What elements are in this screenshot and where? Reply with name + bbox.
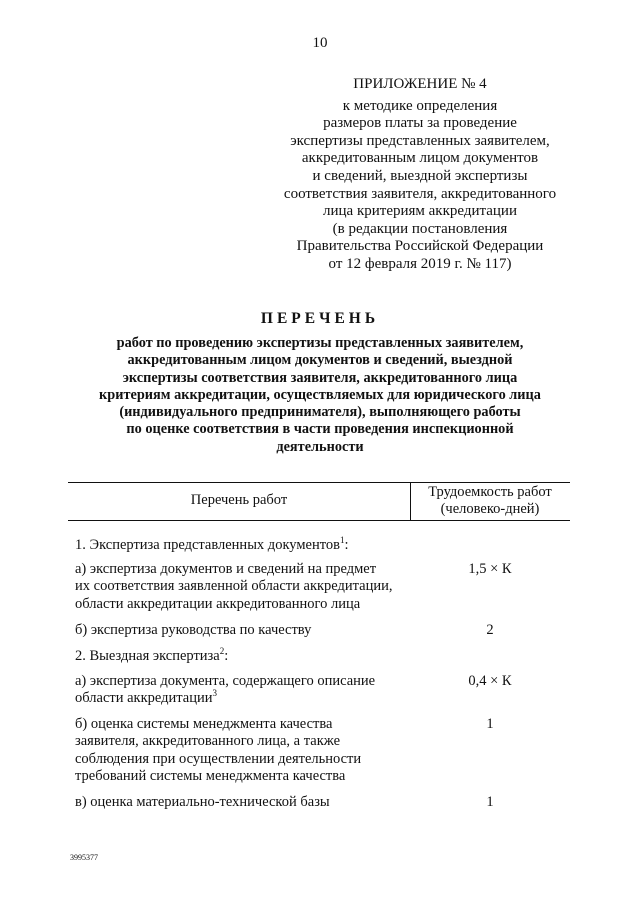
document-code: 3995377 [70,853,98,862]
appendix-line: к методике определения [342,97,498,114]
row-2b-value: 1 [486,716,494,732]
table-row-1a [75,561,410,613]
section-1-text: 1. Экспертиза представленных документов [75,537,340,553]
row-1b-value: 2 [486,622,494,638]
appendix-line: и сведений, выездной экспертизы [312,167,528,184]
list-subtitle [80,335,560,456]
row-line: требований системы менеджмента качества [75,767,346,784]
row-line: а) экспертиза документов и сведений на предмет [75,561,377,577]
row-line: их соответствия заявленной области аккредитации, [75,578,393,595]
section-2-text: 2. Выездная экспертиза [75,648,220,664]
row-line: а) экспертиза документа, содержащего описание [75,673,376,689]
footnote-mark: 2 [219,646,225,657]
table-row-1b [75,622,410,639]
section-2-colon: : [224,648,229,664]
row-2a-value: 0,4 × К [468,673,512,689]
column-header-labor [410,484,570,518]
row-2v-value: 1 [486,794,494,810]
subtitle-line: деятельности [276,438,364,455]
appendix-line: Правительства Российской Федерации [296,238,544,255]
appendix-line: лица критериям аккредитации [323,203,517,220]
appendix-title: ПРИЛОЖЕНИЕ № 4 [353,76,487,92]
section-1-heading [75,537,410,554]
row-line: в) оценка материально-технической базы [75,794,330,810]
table-row-2v [75,794,410,811]
subtitle-line: экспертизы соответствия заявителя, аккредитованного лица [122,369,518,386]
appendix-line: соответствия заявителя, аккредитованного [283,185,557,202]
subtitle-line: (индивидуального предпринимателя), выполняющего работы [119,404,521,421]
table-row-2b [75,716,410,785]
subtitle-line: аккредитованным лицом документов и сведений, выездной [127,352,513,369]
table-row-2a [75,673,410,708]
list-heading: ПЕРЕЧЕНЬ [260,310,380,327]
appendix-line: (в редакции постановления [332,220,508,237]
appendix-line: аккредитованным лицом документов [301,150,539,167]
appendix-line: экспертизы представленных заявителем, [290,132,550,149]
page-number: 10 [312,35,328,51]
column-header-works: Перечень работ [190,492,288,508]
footnote-mark: 1 [339,535,345,546]
appendix-line: размеров платы за проведение [323,115,517,132]
table-top-rule [68,482,570,483]
row-line: б) экспертиза руководства по качеству [75,622,312,638]
row-line: б) оценка системы менеджмента качества [75,716,333,732]
row-line: области аккредитации аккредитованного лица [75,595,361,612]
section-2-heading [75,648,410,665]
subtitle-line: критериям аккредитации, осуществляемых для юридического лица [99,386,541,403]
row-line: соблюдения при осуществлении деятельности [75,750,362,767]
footnote-mark: 3 [212,688,217,699]
subtitle-line: по оценке соответствия в части проведения инспекционной [126,421,514,438]
table-header-rule [68,520,570,521]
row-line [75,690,410,707]
column-header-labor-line: Трудоемкость работ [428,484,552,500]
appendix-block [270,76,570,274]
appendix-line: от 12 февраля 2019 г. № 117) [328,255,512,272]
row-1a-value: 1,5 × К [468,561,512,577]
subtitle-line: работ по проведению экспертизы представленных заявителем, [116,335,524,351]
row-line: заявителя, аккредитованного лица, а также [75,733,341,750]
row-line-text: области аккредитации [75,690,213,707]
section-1-colon: : [344,537,349,553]
column-header-labor-line: (человеко-дней) [440,501,540,517]
